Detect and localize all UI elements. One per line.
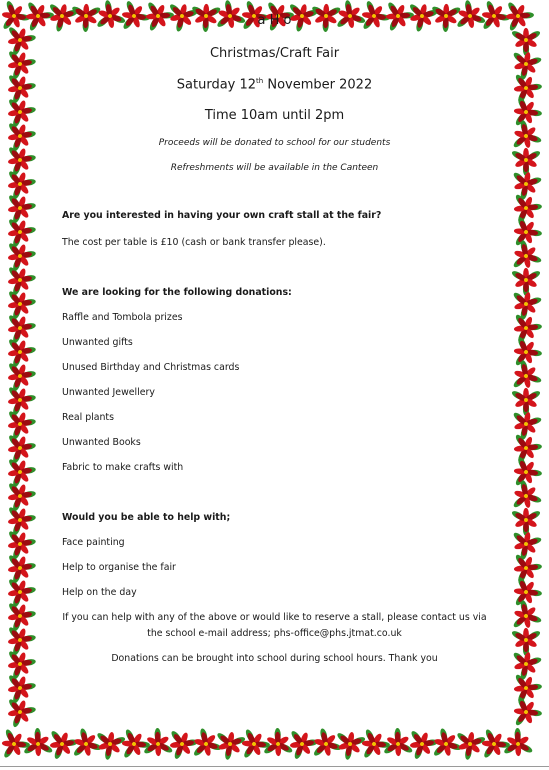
poinsettia-flower-icon — [0, 551, 38, 588]
poinsettia-flower-icon — [112, 725, 153, 765]
poinsettia-flower-icon — [0, 239, 38, 276]
poinsettia-flower-icon — [511, 268, 542, 296]
poinsettia-flower-icon — [232, 725, 273, 765]
event-time: Time 10am until 2pm — [204, 108, 345, 123]
date-prefix: Saturday 12 — [176, 77, 257, 93]
poinsettia-flower-icon — [0, 407, 38, 444]
poinsettia-flower-icon — [0, 263, 38, 300]
contact-line-1: If you can help with any of the above or would like to reserve a stall, please contact us via — [62, 612, 487, 623]
poinsettia-flower-icon — [511, 508, 542, 536]
poinsettia-flower-icon — [0, 215, 38, 252]
date-rest: November 2022 — [263, 77, 373, 93]
poinsettia-flower-icon — [0, 479, 38, 516]
poinsettia-flower-icon — [0, 359, 38, 396]
donation-item: Fabric to make crafts with — [62, 462, 184, 473]
poinsettia-flower-icon — [0, 527, 38, 564]
title-partial: a H o — [257, 13, 292, 28]
poinsettia-flower-icon — [0, 383, 38, 420]
poinsettia-flower-icon — [0, 725, 33, 765]
page-bottom-rule — [0, 766, 549, 767]
donation-item: Unused Birthday and Christmas cards — [62, 362, 240, 373]
proceeds-note: Proceeds will be donated to school for our students — [158, 138, 391, 148]
poinsettia-flower-icon — [352, 725, 393, 765]
donation-item: Unwanted Jewellery — [62, 387, 155, 398]
poinsettia-flower-icon — [504, 693, 545, 734]
donation-item: Real plants — [62, 412, 114, 423]
poinsettia-flower-icon — [0, 287, 38, 324]
poinsettia-flower-icon — [0, 695, 38, 732]
poinsettia-flower-icon — [0, 431, 38, 468]
poinsettia-flower-icon — [0, 671, 38, 708]
contact-line-2: the school e-mail address; phs-office@phs.jtmat.co.uk — [147, 628, 402, 639]
help-item: Face painting — [62, 537, 125, 548]
event-name: Christmas/Craft Fair — [209, 46, 340, 61]
donations-heading: We are looking for the following donations: — [62, 287, 292, 298]
stall-question: Are you interested in having your own craft stall at the fair? — [62, 210, 382, 221]
date-suffix: th — [256, 77, 264, 85]
help-item: Help to organise the fair — [62, 562, 176, 573]
refreshments-note: Refreshments will be available in the Canteen — [170, 163, 379, 173]
donation-item: Unwanted Books — [62, 437, 141, 448]
donation-item: Unwanted gifts — [62, 337, 133, 348]
help-heading: Would you be able to help with; — [62, 512, 231, 523]
poinsettia-flower-icon — [472, 725, 513, 765]
donation-item: Raffle and Tombola prizes — [62, 312, 183, 323]
stall-cost: The cost per table is £10 (cash or bank transfer please). — [62, 237, 326, 248]
poinsettia-flower-icon — [0, 455, 38, 492]
poinsettia-flower-icon — [0, 575, 38, 612]
poinsettia-flower-icon — [0, 503, 38, 540]
poinsettia-flower-icon — [0, 311, 38, 348]
poinsettia-flower-icon — [0, 335, 38, 372]
closing-line: Donations can be brought into school during school hours. Thank you — [111, 653, 438, 664]
poinsettia-flower-icon — [511, 388, 542, 416]
event-date — [0, 77, 549, 92]
help-item: Help on the day — [62, 587, 137, 598]
poinsettia-flower-icon — [0, 143, 38, 180]
poinsettia-flower-icon — [0, 191, 38, 228]
